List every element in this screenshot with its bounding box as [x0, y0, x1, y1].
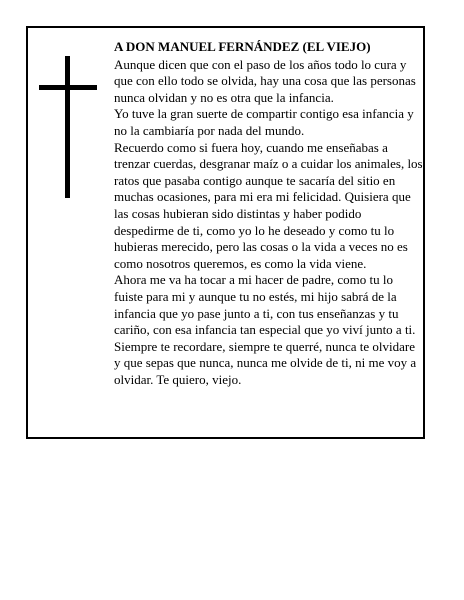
- letter-text: [114, 39, 424, 388]
- letter-paragraph-1: Aunque dicen que con el paso de los años todo lo cura y que con ello todo se olvida, hay una cosa que las personas nunca olvidan y no es otra que la infancia.: [114, 56, 416, 105]
- letter-paragraph-2: Yo tuve la gran suerte de compartir contigo esa infancia y no la cambiaría por nada del mundo.: [114, 106, 414, 138]
- memorial-card: [26, 26, 425, 439]
- cross-horizontal-bar: [39, 85, 97, 90]
- letter-paragraph-3: Recuerdo como si fuera hoy, cuando me enseñabas a trenzar cuerdas, desgranar maíz o a cuidar los animales, los ratos que pasaba contigo aunque te sacaría del sitio en muchas ocasiones, para mi era mi felicidad. Quisiera que las cosas hubieran sido distintas y haber podido despedirme de ti, como yo lo he deseado y como tu lo hubieras merecido, pero las cosas o la vida a veces no es como nosotros queremos, es como la vida viene.: [114, 139, 423, 271]
- letter-title: A DON MANUEL FERNÁNDEZ (EL VIEJO): [114, 39, 371, 54]
- cross-vertical-bar: [65, 56, 70, 198]
- letter-paragraph-4: Ahora me va ha tocar a mi hacer de padre, como tu lo fuiste para mi y aunque tu no estés, mi hijo sabrá de la infancia que yo pase junto a ti, con tus enseñanzas y tu cariño, con esa infancia tan especial que yo viví junto a ti. Siempre te recordare, siempre te querré, nunca te olvidare y que sepas que nunca, nunca me olvide de ti, ni me voy a olvidar. Te quiero, viejo.: [114, 272, 417, 387]
